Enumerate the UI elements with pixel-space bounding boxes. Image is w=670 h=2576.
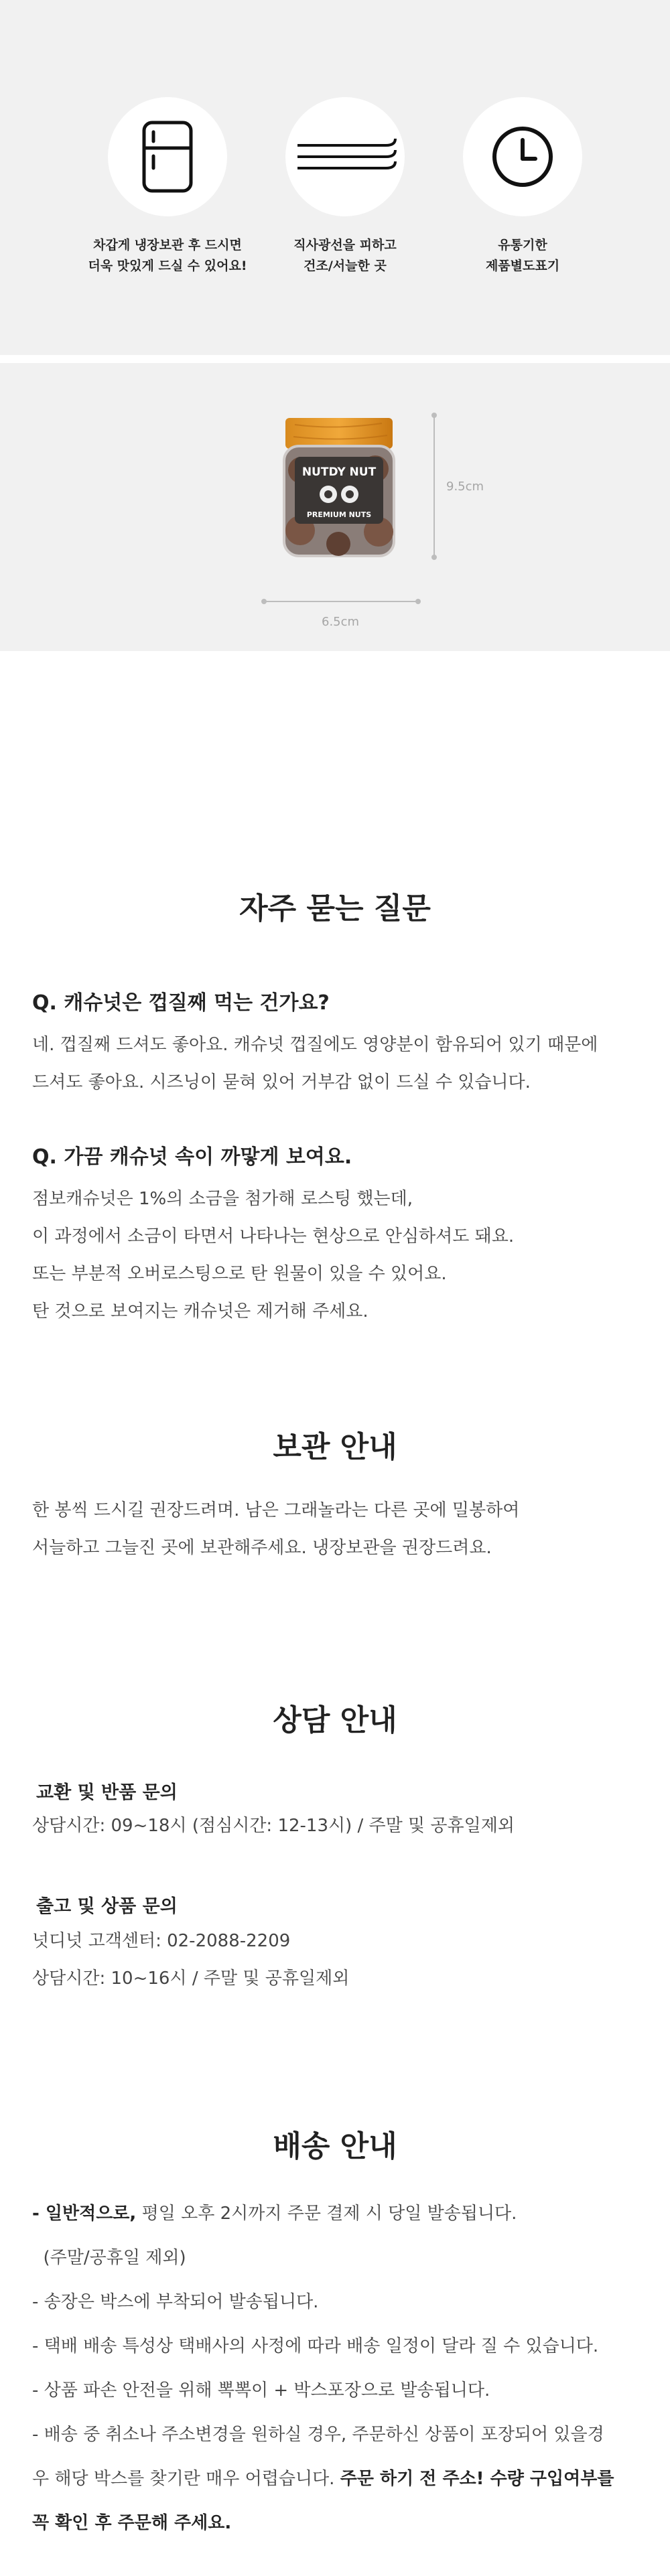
- consult-shipping-heading: 출고 및 상품 문의: [36, 1896, 178, 1917]
- faq-answer-line: 점보캐슈넛은 1%의 소금을 첨가해 로스팅 했는데,: [32, 1189, 413, 1209]
- delivery-line: - 배송 중 취소나 주소변경을 원하실 경우, 주문하신 상품이 포장되어 있을경: [32, 2425, 604, 2445]
- delivery-emphasis: 꼭 확인 후 주문해 주세요.: [32, 2513, 232, 2533]
- consult-line: 넛디넛 고객센터: 02-2088-2209: [32, 1931, 291, 1951]
- faq-answer-line: 네. 껍질째 드셔도 좋아요. 캐슈넛 껍질에도 영양분이 함유되어 있기 때문에: [32, 1035, 598, 1055]
- storage-item-sunlight: [245, 97, 446, 277]
- consult-exchange-heading: 교환 및 반품 문의: [36, 1782, 178, 1803]
- delivery-line-text: 우 해당 박스를 찾기란 매우 어렵습니다.: [32, 2469, 340, 2489]
- delivery-title: 배송 안내: [273, 2129, 397, 2163]
- faq-answer-line: 드셔도 좋아요. 시즈닝이 묻혀 있어 거부감 없이 드실 수 있습니다.: [32, 1072, 531, 1092]
- delivery-line: [32, 2457, 649, 2501]
- keep-title: 보관 안내: [273, 1430, 397, 1464]
- faq-answer-line: 또는 부분적 오버로스팅으로 탄 원물이 있을 수 있어요.: [32, 1264, 447, 1284]
- storage-icons-section: [0, 0, 670, 355]
- delivery-line: [32, 2501, 649, 2545]
- product-jar-image: [0, 363, 670, 651]
- storage-caption-line2: 제품별도표기: [485, 259, 560, 273]
- storage-caption-line1: 직사광선을 피하고: [293, 238, 397, 253]
- delivery-line: (주말/공휴일 제외): [32, 2248, 186, 2268]
- delivery-emphasis: - 일반적으로,: [32, 2204, 137, 2224]
- delivery-line: [32, 2192, 649, 2236]
- faq-answer-2: [32, 1180, 642, 1330]
- storage-caption-line1: 차갑게 냉장보관 후 드시면: [93, 238, 242, 253]
- delivery-emphasis: 주문 하기 전 주소! 수량 구입여부를: [340, 2469, 614, 2489]
- consult-exchange-hours: [32, 1807, 642, 1845]
- width-dimension-label: 6.5cm: [322, 615, 360, 629]
- jar-brand-text: NUTDY NUT: [302, 466, 377, 479]
- keep-line: 한 봉씩 드시길 권장드려며. 남은 그래놀라는 다른 곳에 밀봉하여: [32, 1500, 520, 1520]
- storage-caption-line1: 유통기한: [498, 238, 547, 253]
- consult-title: 상담 안내: [273, 1703, 397, 1737]
- product-size-section: [0, 363, 670, 651]
- consult-shipping-info: [32, 1922, 642, 1997]
- sunlight-lines-icon: [285, 97, 405, 216]
- delivery-line-text: 평일 오후 2시까지 주문 결제 시 당일 발송됩니다.: [136, 2204, 517, 2224]
- storage-caption-line2: 더욱 맛있게 드실 수 있어요!: [88, 259, 247, 273]
- faq-answer-line: 탄 것으로 보여지는 캐슈넛은 제거해 주세요.: [32, 1301, 368, 1321]
- faq-answer-1: [32, 1026, 642, 1101]
- delivery-text: [32, 2192, 649, 2545]
- storage-item-fridge: [67, 97, 268, 277]
- section-divider: [0, 355, 670, 363]
- clock-icon: [463, 97, 582, 216]
- storage-item-expiry: [422, 97, 623, 277]
- faq-question-1: Q. 캐슈넛은 껍질째 먹는 건가요?: [32, 991, 330, 1015]
- delivery-line: - 송장은 박스에 부착되어 발송됩니다.: [32, 2292, 319, 2312]
- faq-answer-line: 이 과정에서 소금이 타면서 나타나는 현상으로 안심하셔도 돼요.: [32, 1226, 515, 1246]
- consult-line: 상담시간: 09~18시 (점심시간: 12-13시) / 주말 및 공휴일제외: [32, 1816, 515, 1836]
- storage-caption-line2: 건조/서늘한 곳: [304, 259, 387, 273]
- height-dimension-label: 9.5cm: [446, 480, 484, 494]
- faq-question-2: Q. 가끔 캐슈넛 속이 까맣게 보여요.: [32, 1145, 352, 1169]
- delivery-line: - 상품 파손 안전을 위해 뽁뽁이 + 박스포장으로 발송됩니다.: [32, 2380, 490, 2401]
- fridge-icon: [108, 97, 227, 216]
- consult-line: 상담시간: 10~16시 / 주말 및 공휴일제외: [32, 1969, 350, 1989]
- delivery-line: - 택배 배송 특성상 택배사의 사정에 따라 배송 일정이 달라 질 수 있습니다.: [32, 2336, 599, 2356]
- jar-sub-text: PREMIUM NUTS: [306, 510, 372, 519]
- faq-title: 자주 묻는 질문: [239, 891, 431, 926]
- keep-line: 서늘하고 그늘진 곳에 보관해주세요. 냉장보관을 권장드려요.: [32, 1538, 492, 1558]
- keep-text: [32, 1492, 642, 1567]
